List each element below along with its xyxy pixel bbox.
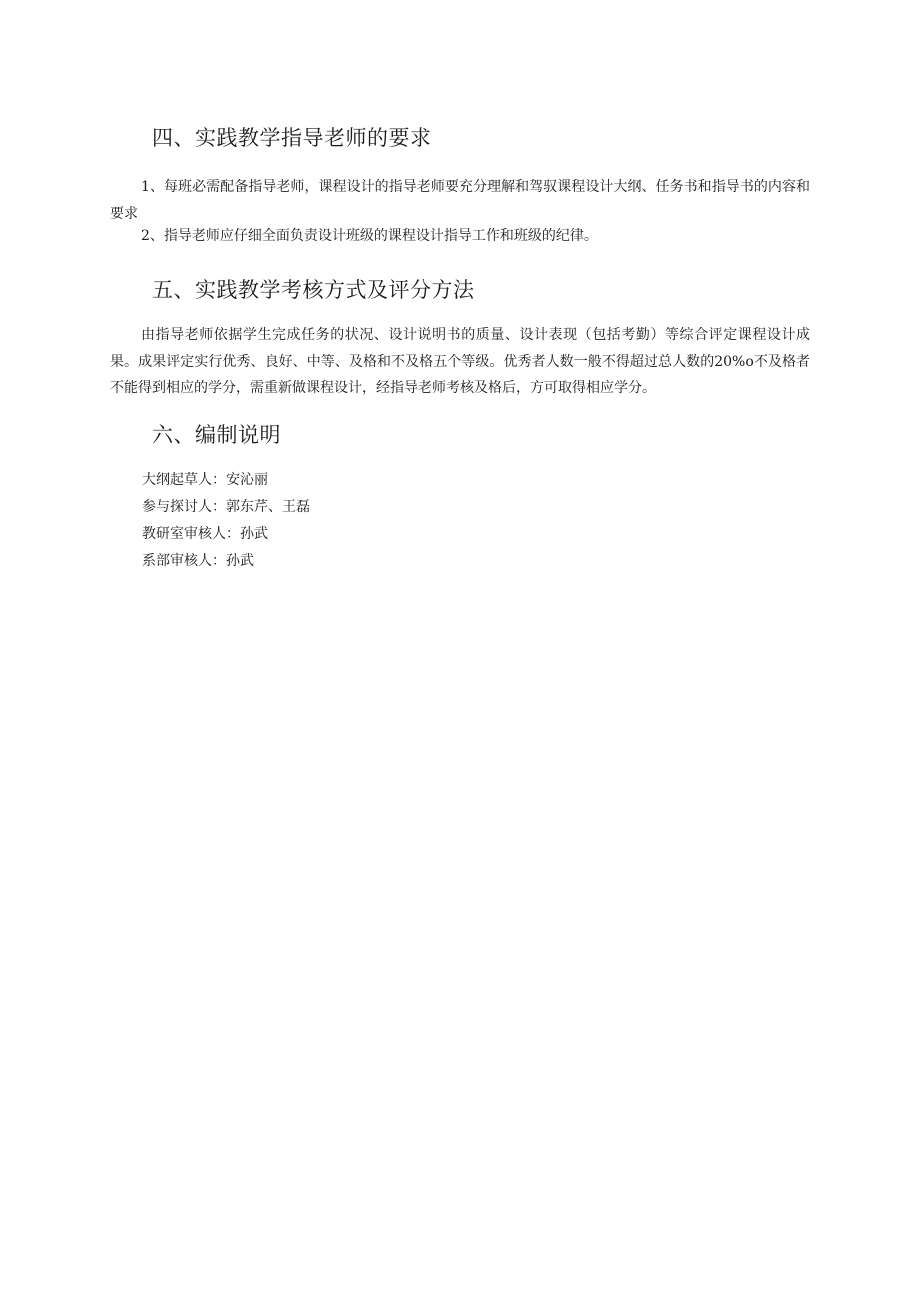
department-reviewer-line: 系部审核人：孙武 (142, 553, 254, 569)
section-4-paragraph-2: 2、指导老师应仔细全面负责设计班级的课程设计指导工作和班级的纪律。 (141, 228, 598, 244)
teaching-office-reviewer-line: 教研室审核人：孙武 (142, 526, 268, 542)
section-6-heading: 六、编制说明 (152, 423, 281, 447)
section-5-heading: 五、实践教学考核方式及评分方法 (152, 278, 475, 302)
section-4-heading: 四、实践教学指导老师的要求 (152, 126, 432, 150)
drafter-line: 大纲起草人：安沁丽 (142, 472, 268, 488)
section-4-paragraph-1: 1、每班必需配备指导老师，课程设计的指导老师要充分理解和驾驭课程设计大纲、任务书和指导书的内容和要求 (110, 179, 810, 222)
section-5-paragraph-1: 由指导老师依据学生完成任务的状况、设计说明书的质量、设计表现（包括考勤）等综合评定课程设计成果。成果评定实行优秀、良好、中等、及格和不及格五个等级。优秀者人数一般不得超过总人数的20%o不及格者不能得到相应的学分，需重新做课程设计，经指导老师考核及格后，方可取得相应学分。 (110, 327, 810, 396)
participants-line: 参与探讨人：郭东芹、王磊 (142, 499, 310, 515)
